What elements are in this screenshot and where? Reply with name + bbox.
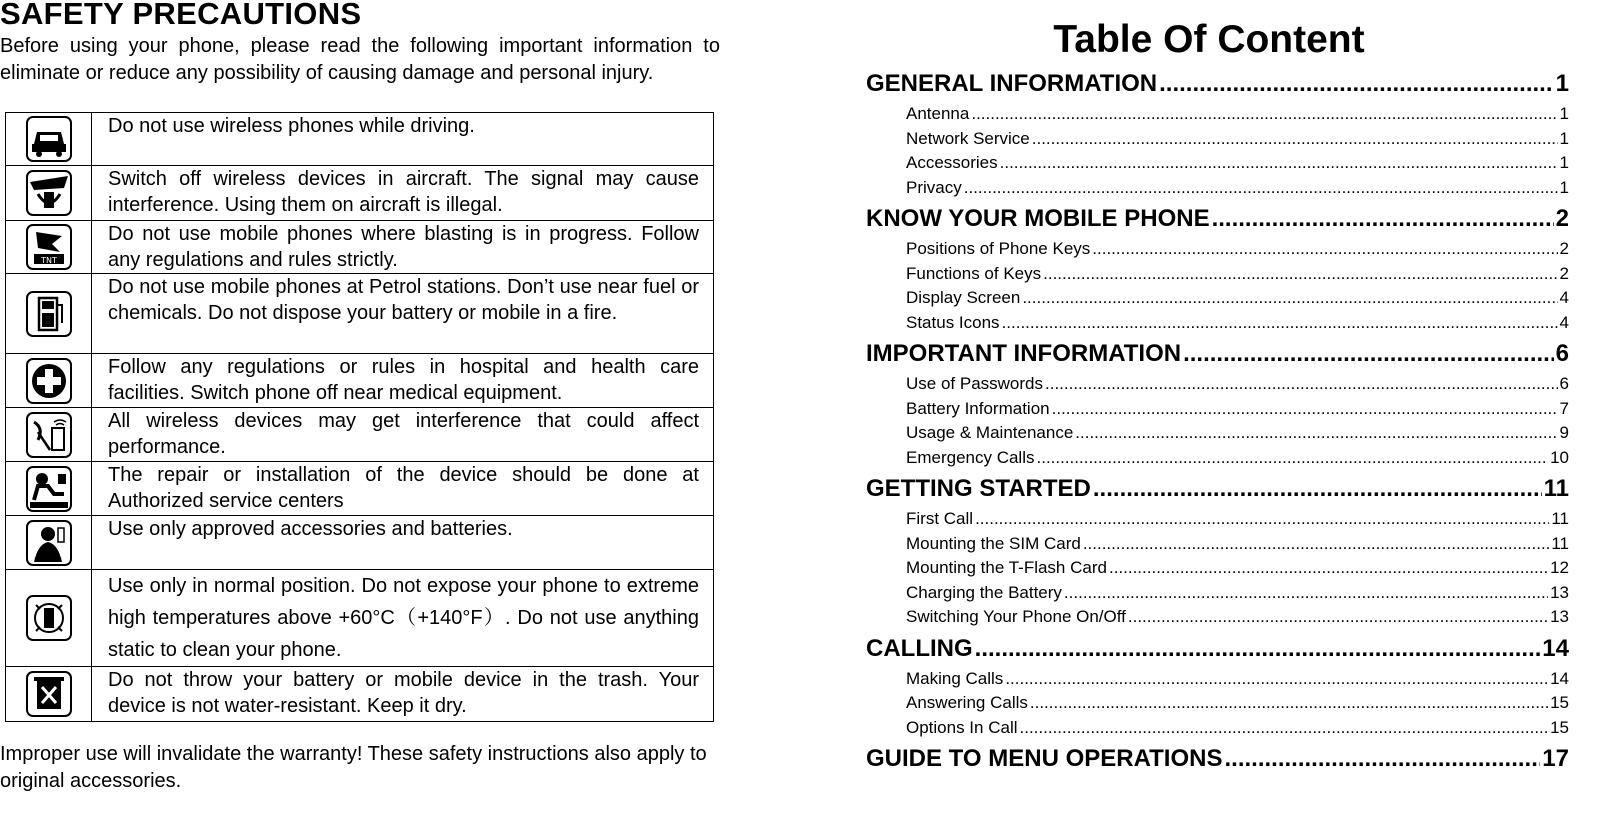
toc-chapter-entry[interactable]: [866, 740, 1569, 777]
toc-dot-leader: [971, 102, 1557, 127]
toc-dot-leader: [1224, 740, 1540, 777]
toc-dot-leader: [1022, 286, 1557, 311]
toc-dot-leader: [1128, 605, 1548, 630]
toc-chapter-entry[interactable]: [866, 200, 1569, 237]
toc-entry-label: Antenna: [906, 104, 970, 123]
safety-table: [5, 112, 714, 722]
toc-entry-label: Accessories: [906, 153, 998, 172]
safety-row: [6, 462, 714, 516]
toc-section-entry[interactable]: [866, 286, 1569, 311]
petrol-station-icon: [24, 289, 74, 339]
safety-row-text: All wireless devices may get interference that could affect performance.: [92, 408, 714, 462]
toc-dot-leader: [1037, 446, 1549, 471]
toc-dot-leader: [975, 507, 1549, 532]
toc-entry-label: Emergency Calls: [906, 447, 1035, 467]
toc-entry-page: 11: [1543, 475, 1569, 502]
toc-section-entry[interactable]: [866, 691, 1569, 716]
svg-text:TNT: TNT: [40, 256, 57, 265]
safety-row-text: Do not throw your battery or mobile device in the trash. Your device is not water-resistant. Keep it dry.: [92, 667, 714, 722]
toc-dot-leader: [975, 630, 1541, 667]
toc-entry-page: 13: [1550, 607, 1569, 626]
safety-row-text: Do not use wireless phones while driving.: [92, 113, 714, 166]
toc-entry-page: 15: [1550, 693, 1569, 712]
toc-dot-leader: [1032, 127, 1558, 152]
toc-entry-page: 11: [1551, 533, 1569, 553]
toc-dot-leader: [1002, 311, 1558, 336]
toc-section-entry[interactable]: [866, 446, 1569, 471]
toc-entry-page: 1: [1559, 128, 1569, 148]
toc-title: Table Of Content: [1053, 18, 1365, 61]
toc-section-entry[interactable]: [866, 556, 1569, 581]
toc-dot-leader: [1109, 556, 1548, 581]
toc-chapter-entry[interactable]: [866, 470, 1569, 507]
service-repair-icon: [24, 464, 74, 514]
toc-entry-page: 7: [1559, 398, 1569, 418]
toc-dot-leader: [1093, 470, 1542, 507]
toc-entry-label: GENERAL INFORMATION: [866, 70, 1158, 97]
safety-row: [6, 570, 714, 667]
toc-dot-leader: [1043, 262, 1557, 287]
toc-section-entry[interactable]: [866, 151, 1569, 176]
toc-entry-page: 1: [1555, 70, 1569, 97]
toc-dot-leader: [1064, 581, 1548, 606]
toc-section-entry[interactable]: [866, 127, 1569, 152]
toc-entry-page: 17: [1542, 745, 1569, 772]
safety-row-text: Use only approved accessories and batteries.: [92, 516, 714, 570]
toc-entry-page: 14: [1542, 634, 1569, 662]
safety-row-text: Do not use mobile phones at Petrol stations. Don’t use near fuel or chemicals. Do not dispose your battery or mobile in a fire.: [92, 274, 714, 354]
toc-entry-page: 4: [1559, 312, 1569, 332]
toc-section-entry[interactable]: [866, 311, 1569, 336]
toc-section-entry[interactable]: [866, 262, 1569, 287]
toc-entry-page: 6: [1559, 374, 1569, 393]
toc-chapter-entry[interactable]: [866, 65, 1569, 102]
toc-entry-label: Positions of Phone Keys: [906, 239, 1091, 258]
safety-row-text: Switch off wireless devices in aircraft. The signal may cause interference. Using them on aircraft is illegal.: [92, 166, 714, 221]
toc-entry-label: IMPORTANT INFORMATION: [866, 340, 1182, 367]
toc-dot-leader: [1045, 372, 1558, 397]
toc-entry-label: Mounting the T-Flash Card: [906, 558, 1107, 577]
toc-entry-page: 2: [1555, 205, 1569, 232]
toc-chapter-entry[interactable]: [866, 335, 1569, 372]
toc-dot-leader: [1159, 65, 1554, 102]
blasting-icon: [24, 222, 74, 272]
safety-row-text: Follow any regulations or rules in hospital and health care facilities. Switch phone off near medical equipment.: [92, 354, 714, 408]
toc-dot-leader: [1075, 421, 1557, 446]
toc-entry-page: 2: [1559, 239, 1569, 258]
toc-dot-leader: [1020, 716, 1549, 741]
toc-dot-leader: [1183, 335, 1554, 372]
toc-dot-leader: [1083, 532, 1550, 557]
toc-entry-label: First Call: [906, 509, 974, 528]
temperature-phone-icon: [24, 593, 74, 643]
toc-entry-label: Making Calls: [906, 668, 1004, 688]
car-driving-icon: [24, 114, 74, 164]
toc-chapter-entry[interactable]: [866, 630, 1569, 667]
safety-row: [6, 166, 714, 221]
toc-entry-label: KNOW YOUR MOBILE PHONE: [866, 205, 1210, 232]
safety-row: [6, 516, 714, 570]
toc-entry-page: 4: [1559, 288, 1569, 307]
toc-entry-label: Usage & Maintenance: [906, 423, 1074, 442]
toc-entry-label: Privacy: [906, 177, 962, 197]
toc-entry-page: 14: [1550, 668, 1569, 688]
toc-entry-page: 6: [1555, 340, 1569, 367]
toc-entry-label: Network Service: [906, 128, 1030, 148]
toc-dot-leader: [1030, 691, 1548, 716]
toc-entry-label: Use of Passwords: [906, 374, 1043, 393]
toc-dot-leader: [1005, 667, 1548, 692]
toc-dot-leader: [1092, 237, 1557, 262]
toc-section-entry[interactable]: [866, 667, 1569, 692]
no-trash-water-icon: [24, 669, 74, 719]
toc-entry-page: 12: [1550, 558, 1569, 577]
aircraft-icon: [24, 168, 74, 218]
toc-dot-leader: [1000, 151, 1558, 176]
toc-section-entry[interactable]: [866, 397, 1569, 422]
toc-entry-page: 9: [1559, 423, 1569, 442]
toc-entry-label: Options In Call: [906, 717, 1018, 737]
toc-entry-label: Functions of Keys: [906, 263, 1042, 283]
toc-entry-page: 15: [1550, 717, 1569, 737]
safety-row: [6, 113, 714, 166]
medical-cross-icon: [24, 356, 74, 406]
toc-entry-label: Status Icons: [906, 312, 1000, 332]
toc-entry-label: Charging the Battery: [906, 582, 1062, 602]
toc-entry-label: Mounting the SIM Card: [906, 533, 1081, 553]
accessories-icon: [24, 518, 74, 568]
toc-entry-page: 10: [1550, 447, 1569, 467]
toc-entry-page: 13: [1550, 582, 1569, 602]
toc-entry-page: 11: [1551, 509, 1569, 528]
toc-section-entry[interactable]: [866, 605, 1569, 630]
toc-list: [866, 65, 1569, 777]
safety-row-text: Do not use mobile phones where blasting is in progress. Follow any regulations and rules strictly.: [92, 221, 714, 274]
safety-outro: Improper use will invalidate the warranty! These safety instructions also apply to original accessories.: [0, 743, 707, 792]
safety-row: [6, 408, 714, 462]
toc-entry-label: Switching Your Phone On/Off: [906, 607, 1126, 626]
safety-row: [6, 667, 714, 722]
toc-entry-page: 2: [1559, 263, 1569, 283]
safety-intro: Before using your phone, please read the following important information to eliminate or reduce any possibility of causing damage and personal injury.: [0, 35, 720, 84]
safety-title: SAFETY PRECAUTIONS: [0, 0, 362, 31]
toc-entry-page: 1: [1559, 104, 1569, 123]
toc-entry-label: GETTING STARTED: [866, 475, 1091, 502]
toc-section-entry[interactable]: [866, 102, 1569, 127]
toc-entry-page: 1: [1559, 153, 1569, 172]
toc-entry-label: GUIDE TO MENU OPERATIONS: [866, 745, 1223, 772]
toc-entry-label: Answering Calls: [906, 693, 1028, 712]
toc-dot-leader: [964, 176, 1558, 201]
safety-row: [6, 354, 714, 408]
toc-section-entry[interactable]: [866, 176, 1569, 201]
safety-row: [6, 221, 714, 274]
toc-section-entry[interactable]: [866, 507, 1569, 532]
safety-row: [6, 274, 714, 354]
safety-row-text: The repair or installation of the device should be done at Authorized service centers: [92, 462, 714, 516]
interference-antenna-icon: [24, 410, 74, 460]
toc-section-entry[interactable]: [866, 372, 1569, 397]
toc-dot-leader: [1052, 397, 1558, 422]
toc-entry-page: 1: [1559, 177, 1569, 197]
toc-section-entry[interactable]: [866, 581, 1569, 606]
toc-section-entry[interactable]: [866, 421, 1569, 446]
toc-section-entry[interactable]: [866, 716, 1569, 741]
toc-entry-label: CALLING: [866, 634, 973, 662]
safety-row-text: Use only in normal position. Do not expose your phone to extreme high temperatures above +60°C（+140°F）. Do not use anything static to clean your phone.: [92, 570, 714, 667]
toc-entry-label: Display Screen: [906, 288, 1021, 307]
toc-section-entry[interactable]: [866, 532, 1569, 557]
toc-entry-label: Battery Information: [906, 398, 1050, 418]
toc-section-entry[interactable]: [866, 237, 1569, 262]
toc-dot-leader: [1212, 200, 1554, 237]
